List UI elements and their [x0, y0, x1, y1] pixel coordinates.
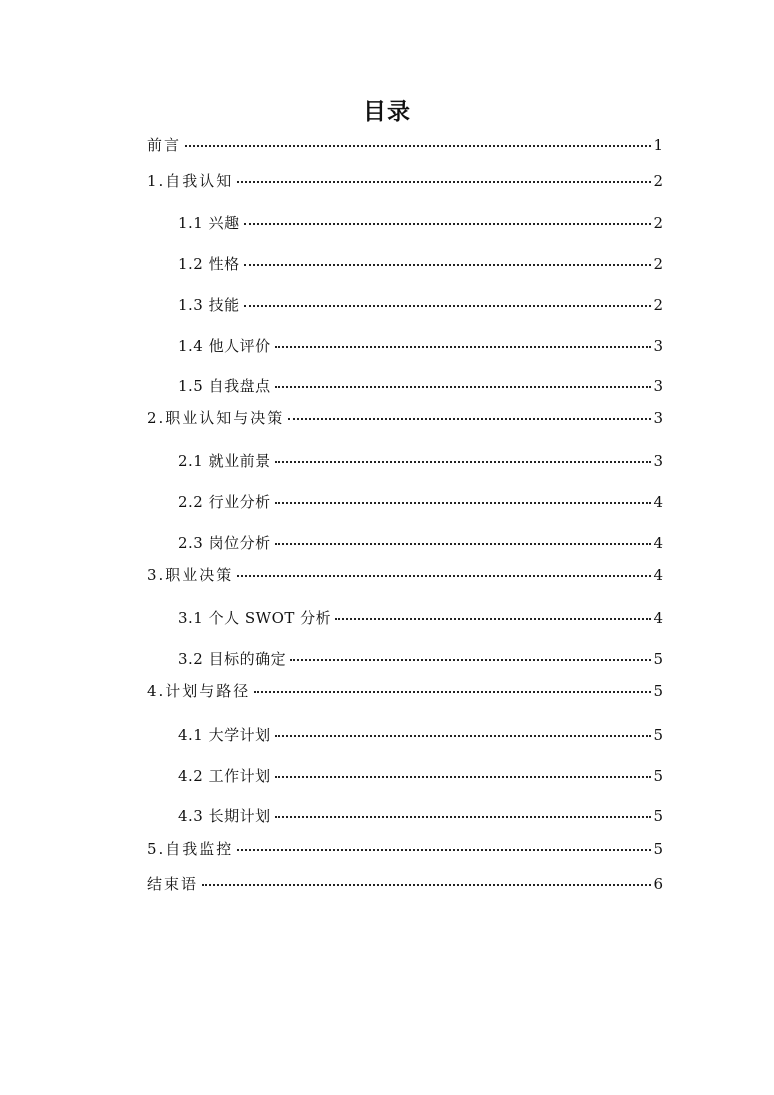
toc-entry-label: 5.自我监控: [147, 840, 234, 858]
toc-entry-label: 4.计划与路径: [147, 682, 251, 700]
dot-leader: [202, 884, 651, 886]
toc-entry-section-4[interactable]: [147, 680, 663, 702]
toc-entry-label: 4.2 工作计划: [178, 767, 271, 785]
toc-entry-section-5[interactable]: [147, 838, 663, 860]
toc-entry-section-4-1[interactable]: [178, 724, 663, 746]
dot-leader: [244, 305, 652, 307]
toc-entry-label: 3.2 目标的确定: [178, 650, 287, 668]
toc-entry-section-1-1[interactable]: [178, 212, 663, 234]
dot-leader: [288, 418, 651, 420]
dot-leader: [244, 223, 652, 225]
toc-page-number: 4: [653, 534, 663, 552]
toc-entry-label: 前言: [147, 136, 182, 154]
toc-entry-label: 2.3 岗位分析: [178, 534, 271, 552]
toc-entry-preface[interactable]: [147, 134, 663, 156]
toc-page-number: 2: [653, 296, 663, 314]
toc-entry-label: 1.5 自我盘点: [178, 377, 271, 395]
toc-page-number: 5: [653, 726, 663, 744]
toc-entry-label: 1.4 他人评价: [178, 337, 271, 355]
toc-page-number: 2: [653, 255, 663, 273]
dot-leader: [275, 776, 652, 778]
toc-page-number: 2: [653, 214, 663, 232]
dot-leader: [275, 502, 652, 504]
dot-leader: [275, 735, 652, 737]
dot-leader: [275, 346, 652, 348]
toc-page-number: 5: [653, 650, 663, 668]
toc-entry-label: 结束语: [147, 875, 199, 893]
toc-page-number: 3: [653, 452, 663, 470]
toc-page-number: 6: [653, 875, 663, 893]
toc-entry-section-3-1[interactable]: [178, 607, 663, 629]
dot-leader: [275, 543, 652, 545]
toc-entry-label: 1.1 兴趣: [178, 214, 240, 232]
toc-entry-section-1-4[interactable]: [178, 335, 663, 357]
toc-entry-conclusion[interactable]: [147, 873, 663, 895]
toc-page-number: 5: [653, 840, 663, 858]
dot-leader: [335, 618, 651, 620]
toc-entry-section-2[interactable]: [147, 407, 663, 429]
toc-entry-section-1[interactable]: [147, 170, 663, 192]
toc-entry-section-1-3[interactable]: [178, 294, 663, 316]
toc-entry-label: 2.1 就业前景: [178, 452, 271, 470]
toc-entry-label: 2.职业认知与决策: [147, 409, 285, 427]
toc-entry-section-1-2[interactable]: [178, 253, 663, 275]
dot-leader: [237, 181, 651, 183]
toc-page-number: 4: [653, 493, 663, 511]
toc-page-number: 3: [653, 377, 663, 395]
toc-entry-section-3-2[interactable]: [178, 648, 663, 670]
toc-page-number: 3: [653, 409, 663, 427]
toc-entry-section-1-5[interactable]: [178, 375, 663, 397]
page-title: 目录: [363, 99, 411, 125]
dot-leader: [244, 264, 652, 266]
toc-page-number: 4: [653, 566, 663, 584]
toc-page-number: 1: [653, 136, 663, 154]
toc-page-number: 4: [653, 609, 663, 627]
toc-entry-label: 1.3 技能: [178, 296, 240, 314]
dot-leader: [237, 575, 651, 577]
toc-entry-label: 4.1 大学计划: [178, 726, 271, 744]
toc-page-number: 5: [653, 807, 663, 825]
toc-entry-section-2-3[interactable]: [178, 532, 663, 554]
dot-leader: [290, 659, 651, 661]
toc-entry-label: 2.2 行业分析: [178, 493, 271, 511]
toc-entry-section-3[interactable]: [147, 564, 663, 586]
toc-entry-label: 1.2 性格: [178, 255, 240, 273]
toc-entry-section-2-1[interactable]: [178, 450, 663, 472]
toc-entry-section-4-2[interactable]: [178, 765, 663, 787]
toc-entry-label: 3.职业决策: [147, 566, 234, 584]
dot-leader: [254, 691, 651, 693]
toc-entry-label: 1.自我认知: [147, 172, 234, 190]
dot-leader: [275, 386, 652, 388]
toc-page-number: 2: [653, 172, 663, 190]
toc-entry-label: 4.3 长期计划: [178, 807, 271, 825]
toc-page-number: 5: [653, 682, 663, 700]
dot-leader: [275, 461, 652, 463]
toc-page-number: 3: [653, 337, 663, 355]
dot-leader: [237, 849, 651, 851]
dot-leader: [185, 145, 651, 147]
toc-entry-section-4-3[interactable]: [178, 805, 663, 827]
dot-leader: [275, 816, 652, 818]
toc-page-number: 5: [653, 767, 663, 785]
toc-entry-label: 3.1 个人 SWOT 分析: [178, 609, 332, 627]
toc-entry-section-2-2[interactable]: [178, 491, 663, 513]
